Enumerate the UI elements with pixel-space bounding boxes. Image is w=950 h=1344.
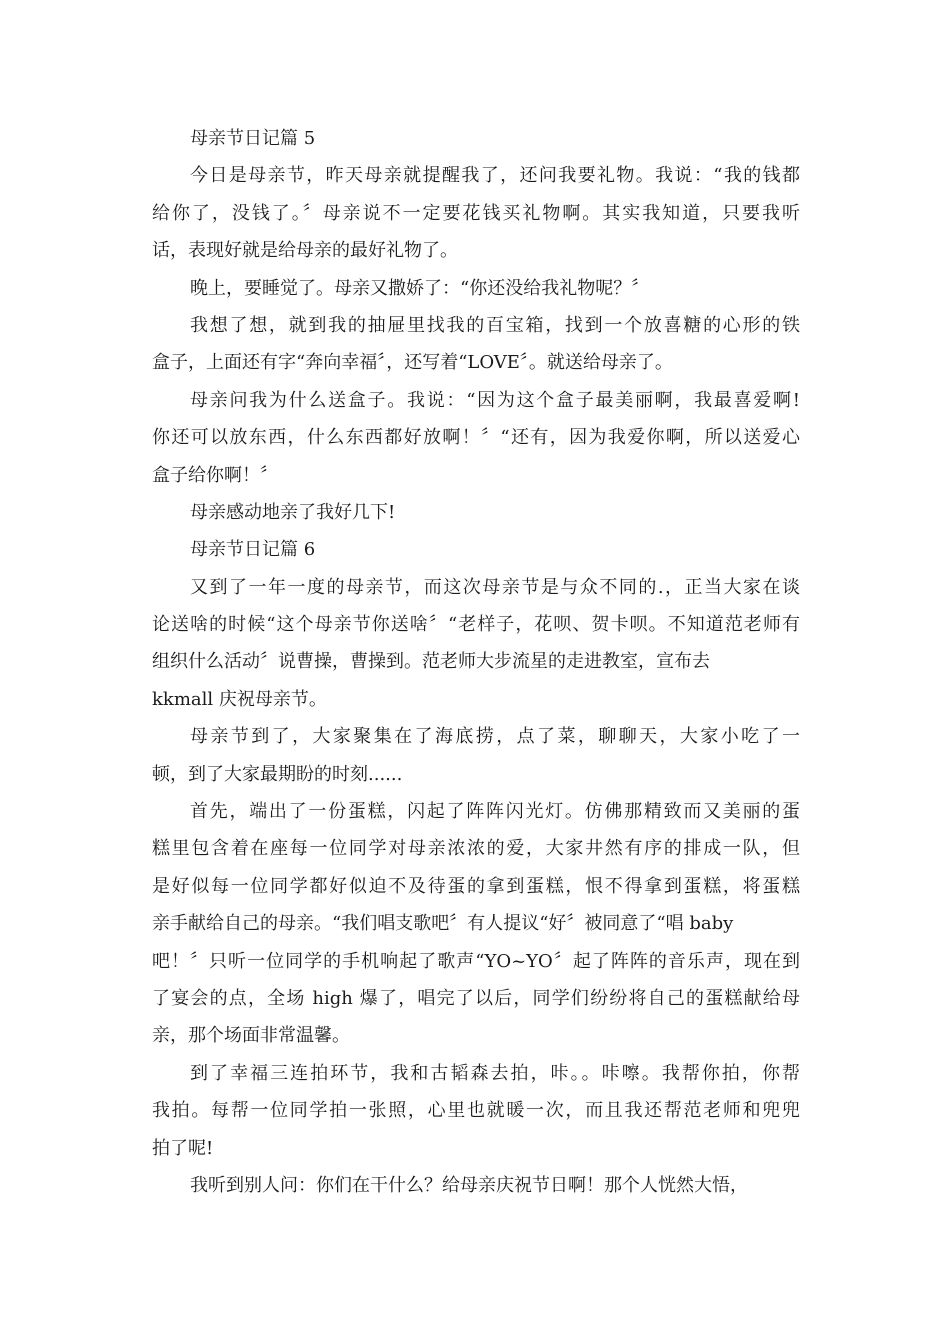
text-line: 吧！〞只听一位同学的手机响起了歌声“YO~YO〞起了阵阵的音乐声，现在到 [152, 950, 800, 972]
text-line: 母亲感动地亲了我好几下! [190, 501, 396, 523]
text-line: 亲，那个场面非常温馨。 [152, 1025, 350, 1047]
document-body [152, 120, 800, 1204]
text-line: 糕里包含着在座每一位同学对母亲浓浓的爱，大家井然有序的排成一队，但 [152, 838, 800, 860]
text-line: 盒子，上面还有字“奔向幸福〞，还写着“LOVE〞。就送给母亲了。 [152, 352, 673, 374]
text-line: 是好似每一位同学都好似迫不及待蛋的拿到蛋糕，恨不得拿到蛋糕，将蛋糕 [152, 875, 800, 897]
text-line: 又到了一年一度的母亲节，而这次母亲节是与众不同的.，正当大家在谈 [190, 576, 800, 598]
text-line: 母亲问我为什么送盒子。我说：“因为这个盒子最美丽啊，我最喜爱啊! [190, 389, 800, 411]
text-line: kkmall 庆祝母亲节。 [152, 688, 327, 710]
text-line: 母亲节日记篇 5 [190, 128, 316, 149]
text-line: 论送啥的时候“这个母亲节你送啥〞“老样子，花呗、贺卡呗。不知道范老师有 [152, 614, 800, 636]
text-line: 首先，端出了一份蛋糕，闪起了阵阵闪光灯。仿佛那精致而又美丽的蛋 [190, 801, 800, 823]
text-line: 话，表现好就是给母亲的最好礼物了。 [152, 240, 458, 262]
text-line: 我想了想，就到我的抽屉里找我的百宝箱，找到一个放喜糖的心形的铁 [190, 314, 800, 336]
text-line: 今日是母亲节，昨天母亲就提醒我了，还问我要礼物。我说：“我的钱都 [190, 165, 800, 187]
text-line: 到了幸福三连拍环节，我和古韬森去拍，咔。。咔嚓。我帮你拍，你帮 [190, 1062, 800, 1084]
text-line: 拍了呢! [152, 1137, 214, 1159]
text-line: 晚上，要睡觉了。母亲又撒娇了：“你还没给我礼物呢？〞 [190, 277, 650, 299]
text-line: 了宴会的点，全场 high 爆了，唱完了以后，同学们纷纷将自己的蛋糕献给母 [152, 987, 800, 1009]
text-line: 盒子给你啊！〞 [152, 464, 278, 486]
text-line: 亲手献给自己的母亲。“我们唱支歌吧〞有人提议“好〞被同意了“唱 baby [152, 913, 734, 935]
text-line: 你还可以放东西，什么东西都好放啊！〞“还有，因为我爱你啊，所以送爱心 [152, 427, 800, 449]
text-line: 给你了，没钱了。〞母亲说不一定要花钱买礼物啊。其实我知道，只要我听 [152, 202, 800, 224]
text-line: 组织什么活动〞说曹操，曹操到。范老师大步流星的走进教室，宣布去 [152, 651, 710, 673]
text-line: 我听到别人问：你们在干什么？给母亲庆祝节日啊！那个人恍然大悟， [190, 1174, 748, 1196]
text-line: 母亲节日记篇 6 [190, 539, 316, 561]
text-line: 顿，到了大家最期盼的时刻...... [152, 763, 403, 785]
text-line: 母亲节到了，大家聚集在了海底捞，点了菜，聊聊天，大家小吃了一 [190, 726, 800, 748]
text-line: 我拍。每帮一位同学拍一张照，心里也就暖一次，而且我还帮范老师和兜兜 [152, 1100, 800, 1122]
